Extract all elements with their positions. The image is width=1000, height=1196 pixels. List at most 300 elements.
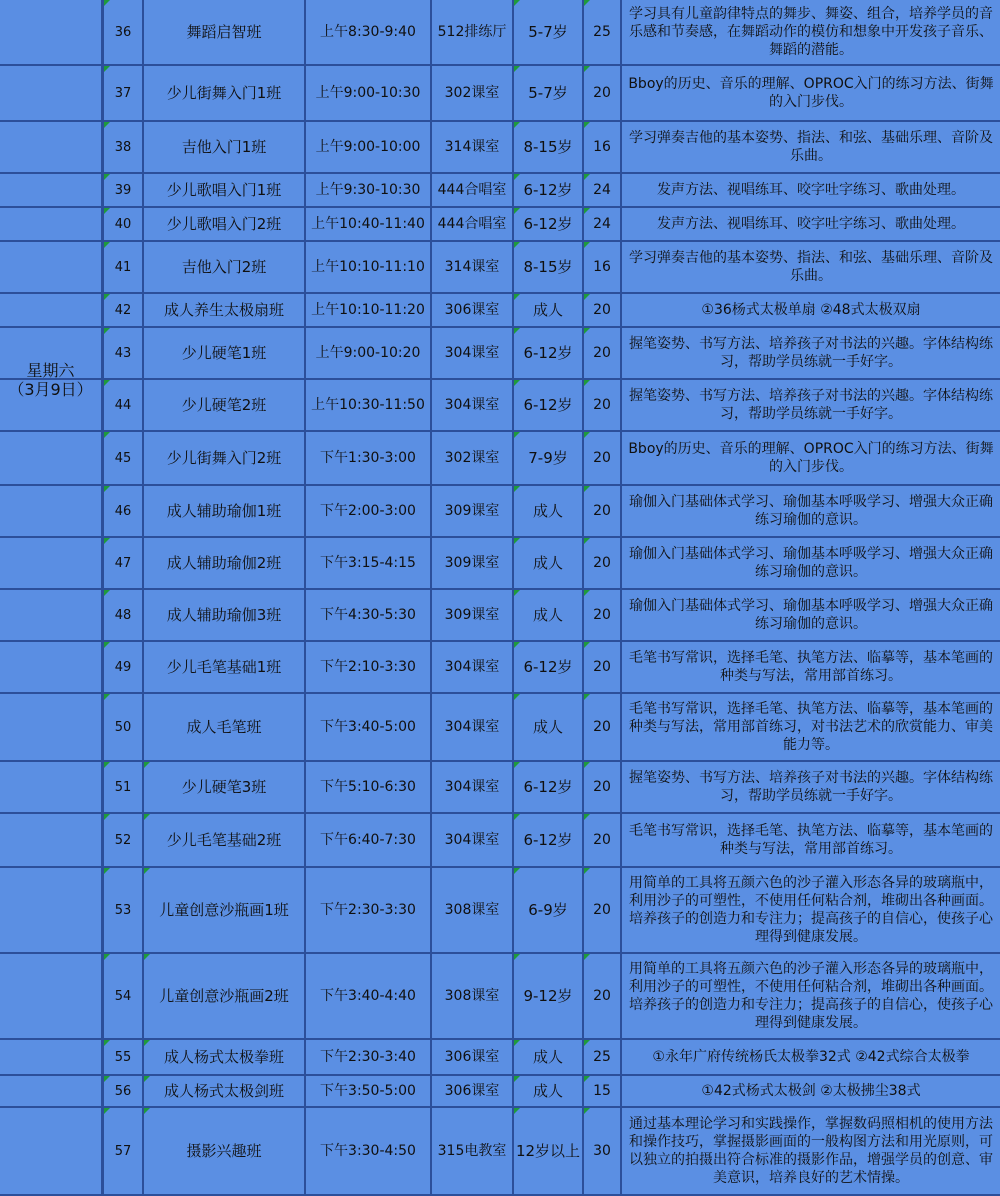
cell-marker	[584, 328, 590, 334]
course-number	[102, 954, 142, 1038]
course-name-text: 成人养生太极扇班	[163, 300, 284, 319]
course-age-text: 12岁以上	[515, 1141, 581, 1160]
course-room	[430, 486, 512, 536]
course-description-text: Bboy的历史、音乐的理解、OPROC入门的练习方法、街舞的入门步伐。	[628, 441, 994, 475]
cell-marker	[584, 294, 590, 300]
course-time	[304, 762, 430, 812]
course-time	[304, 328, 430, 378]
course-name	[142, 432, 304, 484]
course-number-text: 40	[114, 216, 132, 232]
course-room-text: 306课室	[444, 1048, 500, 1065]
course-room	[430, 762, 512, 812]
course-name-text: 成人辅助瑜伽3班	[166, 605, 282, 624]
course-capacity	[582, 66, 620, 120]
cell-marker	[514, 486, 520, 492]
course-time	[304, 380, 430, 430]
course-name-text: 少儿硬笔2班	[181, 395, 267, 414]
course-time	[304, 1108, 430, 1194]
course-description	[620, 486, 1000, 536]
course-name-text: 成人辅助瑜伽2班	[166, 553, 282, 572]
course-name-text: 少儿街舞入门1班	[166, 83, 282, 102]
course-time-text: 下午2:00-3:00	[320, 502, 416, 519]
course-number-text: 36	[114, 24, 132, 40]
course-capacity-text: 24	[593, 215, 611, 232]
course-description-text: 用简单的工具将五颜六色的沙子灌入形态各异的玻璃瓶中，利用沙子的可塑性，不使用任何粘合剂，堆砌出各种画面。培养孩子的创造力和专注力；提高孩子的自信心，使孩子心理得到健康发展。	[629, 875, 993, 945]
course-number-text: 54	[114, 988, 132, 1004]
course-capacity	[582, 0, 620, 64]
course-number-text: 50	[114, 719, 132, 735]
cell-marker	[514, 868, 520, 874]
course-age-text: 成人	[532, 717, 563, 736]
course-description	[620, 242, 1000, 292]
cell-marker	[584, 538, 590, 544]
course-room	[430, 380, 512, 430]
table-row	[0, 694, 1000, 762]
course-room-text: 314课室	[444, 258, 500, 275]
course-number	[102, 174, 142, 206]
course-description	[620, 0, 1000, 64]
course-room	[430, 694, 512, 760]
course-room-text: 308课室	[444, 901, 500, 918]
course-name	[142, 1076, 304, 1106]
cell-marker	[584, 432, 590, 438]
course-time-text: 下午5:10-6:30	[320, 778, 416, 795]
course-number-text: 38	[114, 139, 132, 155]
course-room	[430, 122, 512, 172]
day-label: 星期六	[26, 361, 75, 380]
course-number-text: 53	[114, 902, 132, 918]
cell-marker	[584, 174, 590, 180]
course-number-text: 48	[114, 607, 132, 623]
course-name-text: 成人杨式太极剑班	[163, 1081, 284, 1100]
course-description	[620, 814, 1000, 866]
course-description-text: ①36杨式太极单扇 ②48式太极双扇	[701, 302, 921, 318]
table-row	[0, 954, 1000, 1040]
cell-marker	[514, 432, 520, 438]
course-age-text: 7-9岁	[528, 448, 568, 467]
course-description	[620, 868, 1000, 952]
cell-marker	[104, 590, 110, 596]
course-name	[142, 174, 304, 206]
course-age	[512, 328, 582, 378]
cell-marker	[104, 380, 110, 386]
table-row	[0, 122, 1000, 174]
course-name	[142, 380, 304, 430]
course-room	[430, 432, 512, 484]
course-name	[142, 642, 304, 692]
course-time-text: 下午3:40-4:40	[320, 987, 416, 1004]
course-description-text: ①永年广府传统杨氏太极拳32式 ②42式综合太极拳	[652, 1049, 970, 1065]
course-number	[102, 380, 142, 430]
column-divider	[101, 0, 103, 1196]
course-capacity-text: 20	[593, 718, 611, 735]
course-time	[304, 954, 430, 1038]
table-row	[0, 486, 1000, 538]
course-description	[620, 294, 1000, 326]
course-time	[304, 1076, 430, 1106]
course-time-text: 上午9:00-10:30	[315, 84, 421, 101]
course-time	[304, 814, 430, 866]
course-time	[304, 432, 430, 484]
course-description	[620, 762, 1000, 812]
course-name-text: 少儿硬笔1班	[181, 343, 267, 362]
course-description	[620, 66, 1000, 120]
course-description	[620, 380, 1000, 430]
course-capacity	[582, 814, 620, 866]
course-number	[102, 242, 142, 292]
day-date: （3月9日）	[8, 380, 93, 399]
course-number-text: 46	[114, 503, 132, 519]
course-room	[430, 1108, 512, 1194]
course-name-text: 成人辅助瑜伽1班	[166, 501, 282, 520]
course-description-text: 握笔姿势、书写方法、培养孩子对书法的兴趣。字体结构练习，帮助学员练就一手好字。	[629, 388, 993, 422]
course-number	[102, 122, 142, 172]
course-name	[142, 328, 304, 378]
course-name-text: 摄影兴趣班	[186, 1141, 262, 1160]
cell-marker	[514, 174, 520, 180]
course-capacity	[582, 486, 620, 536]
course-time-text: 下午6:40-7:30	[320, 831, 416, 848]
course-room-text: 304课室	[444, 658, 500, 675]
course-time	[304, 294, 430, 326]
course-age-text: 6-9岁	[528, 900, 568, 919]
course-number	[102, 814, 142, 866]
course-age-text: 6-12岁	[523, 657, 573, 676]
course-age-text: 6-12岁	[523, 214, 573, 233]
course-number-text: 51	[114, 779, 132, 795]
course-capacity-text: 16	[593, 138, 611, 155]
cell-marker	[104, 242, 110, 248]
course-capacity-text: 20	[593, 831, 611, 848]
course-time-text: 下午3:30-4:50	[320, 1142, 416, 1159]
course-room-text: 306课室	[444, 1082, 500, 1099]
course-age	[512, 380, 582, 430]
cell-marker	[514, 328, 520, 334]
cell-marker	[514, 954, 520, 960]
course-age-text: 6-12岁	[523, 830, 573, 849]
course-room-text: 308课室	[444, 987, 500, 1004]
course-capacity-text: 20	[593, 449, 611, 466]
course-description	[620, 432, 1000, 484]
course-age-text: 6-12岁	[523, 343, 573, 362]
course-room-text: 302课室	[444, 449, 500, 466]
course-capacity-text: 30	[593, 1142, 611, 1159]
course-room-text: 309课室	[444, 502, 500, 519]
course-number-text: 42	[114, 302, 132, 318]
course-name-text: 儿童创意沙瓶画2班	[159, 986, 289, 1005]
course-number-text: 39	[114, 182, 132, 198]
table-row	[0, 208, 1000, 242]
cell-marker	[104, 122, 110, 128]
cell-marker	[514, 694, 520, 700]
cell-marker	[584, 868, 590, 874]
course-description-text: 瑜伽入门基础体式学习、瑜伽基本呼吸学习、增强大众正确练习瑜伽的意识。	[629, 546, 993, 580]
course-capacity-text: 20	[593, 778, 611, 795]
cell-marker	[514, 538, 520, 544]
cell-marker	[584, 762, 590, 768]
course-room	[430, 242, 512, 292]
cell-marker	[104, 174, 110, 180]
cell-marker	[104, 432, 110, 438]
course-age-text: 成人	[532, 1081, 563, 1100]
course-number	[102, 328, 142, 378]
cell-marker	[514, 762, 520, 768]
course-description	[620, 1076, 1000, 1106]
course-description	[620, 208, 1000, 240]
cell-marker	[514, 814, 520, 820]
course-description	[620, 1040, 1000, 1074]
course-time-text: 下午2:10-3:30	[320, 658, 416, 675]
cell-marker	[584, 242, 590, 248]
course-room-text: 306课室	[444, 301, 500, 318]
course-room	[430, 208, 512, 240]
course-name-text: 成人杨式太极拳班	[163, 1047, 284, 1066]
course-age	[512, 242, 582, 292]
cell-marker	[584, 0, 590, 6]
course-name	[142, 0, 304, 64]
course-time	[304, 868, 430, 952]
course-name	[142, 1040, 304, 1074]
table-row	[0, 174, 1000, 208]
course-age	[512, 432, 582, 484]
course-description	[620, 538, 1000, 588]
course-time-text: 上午10:10-11:10	[311, 258, 425, 275]
course-number	[102, 642, 142, 692]
cell-marker	[514, 294, 520, 300]
table-row	[0, 590, 1000, 642]
cell-marker	[514, 208, 520, 214]
course-capacity-text: 25	[593, 1048, 611, 1065]
course-capacity	[582, 380, 620, 430]
course-name	[142, 486, 304, 536]
course-description-text: 通过基本理论学习和实践操作，掌握数码照相机的使用方法和操作技巧，掌握摄影画面的一般构图方法和用光原则，可以独立的拍摄出符合标准的摄影作品，增强学员的创意、审美意识，培养良好的艺术情操。	[629, 1116, 993, 1186]
course-age-text: 8-15岁	[523, 257, 573, 276]
course-time-text: 上午10:10-11:20	[311, 301, 425, 318]
course-age	[512, 590, 582, 640]
course-time	[304, 694, 430, 760]
course-number	[102, 868, 142, 952]
course-time	[304, 590, 430, 640]
course-age	[512, 0, 582, 64]
course-capacity	[582, 328, 620, 378]
table-row	[0, 642, 1000, 694]
course-name	[142, 66, 304, 120]
course-capacity	[582, 1076, 620, 1106]
course-time	[304, 174, 430, 206]
cell-marker	[584, 66, 590, 72]
course-number	[102, 432, 142, 484]
course-description	[620, 642, 1000, 692]
course-room-text: 309课室	[444, 606, 500, 623]
course-time-text: 上午9:00-10:20	[315, 344, 421, 361]
course-name-text: 吉他入门2班	[181, 257, 267, 276]
cell-marker	[584, 122, 590, 128]
table-row	[0, 814, 1000, 868]
course-description-text: 握笔姿势、书写方法、培养孩子对书法的兴趣。字体结构练习，帮助学员练就一手好字。	[629, 336, 993, 370]
course-number	[102, 294, 142, 326]
course-room-text: 304课室	[444, 831, 500, 848]
course-description-text: 学习具有儿童韵律特点的舞步、舞姿、组合，培养学员的音乐感和节奏感，在舞蹈动作的模仿和想象中开发孩子音乐、舞蹈的潜能。	[629, 6, 993, 58]
course-age-text: 8-15岁	[523, 137, 573, 156]
course-capacity	[582, 432, 620, 484]
course-capacity	[582, 174, 620, 206]
course-name-text: 成人毛笔班	[186, 717, 262, 736]
course-description	[620, 1108, 1000, 1194]
course-capacity-text: 24	[593, 181, 611, 198]
course-name-text: 少儿硬笔3班	[181, 777, 267, 796]
course-age	[512, 294, 582, 326]
course-room	[430, 66, 512, 120]
cell-marker	[104, 294, 110, 300]
course-number-text: 57	[114, 1143, 132, 1159]
course-number-text: 43	[114, 345, 132, 361]
course-time	[304, 208, 430, 240]
course-description-text: 发声方法、视唱练耳、咬字吐字练习、歌曲处理。	[657, 182, 965, 198]
cell-marker	[584, 486, 590, 492]
course-description	[620, 122, 1000, 172]
course-age	[512, 1040, 582, 1074]
cell-marker	[514, 590, 520, 596]
course-number	[102, 486, 142, 536]
course-name	[142, 242, 304, 292]
course-age-text: 成人	[532, 300, 563, 319]
table-row	[0, 1076, 1000, 1108]
course-room-text: 304课室	[444, 718, 500, 735]
course-room	[430, 294, 512, 326]
course-name	[142, 694, 304, 760]
cell-marker	[584, 380, 590, 386]
cell-marker	[514, 642, 520, 648]
course-number-text: 41	[114, 259, 132, 275]
course-capacity	[582, 954, 620, 1038]
table-row	[0, 380, 1000, 432]
course-capacity-text: 20	[593, 606, 611, 623]
course-age	[512, 538, 582, 588]
course-time-text: 上午8:30-9:40	[320, 23, 416, 40]
course-number	[102, 1040, 142, 1074]
course-capacity-text: 16	[593, 258, 611, 275]
course-capacity-text: 20	[593, 987, 611, 1004]
course-name	[142, 762, 304, 812]
course-time	[304, 122, 430, 172]
course-time-text: 下午2:30-3:40	[320, 1048, 416, 1065]
course-room-text: 304课室	[444, 396, 500, 413]
table-row	[0, 1108, 1000, 1196]
course-number	[102, 590, 142, 640]
cell-marker	[584, 1040, 590, 1046]
course-name-text: 儿童创意沙瓶画1班	[159, 900, 289, 919]
cell-marker	[584, 1076, 590, 1082]
course-description-text: 握笔姿势、书写方法、培养孩子对书法的兴趣。字体结构练习，帮助学员练就一手好字。	[629, 770, 993, 804]
course-name	[142, 954, 304, 1038]
course-description	[620, 174, 1000, 206]
course-capacity-text: 20	[593, 301, 611, 318]
course-age-text: 成人	[532, 605, 563, 624]
course-time	[304, 1040, 430, 1074]
course-number	[102, 1108, 142, 1194]
course-capacity	[582, 122, 620, 172]
table-row	[0, 538, 1000, 590]
cell-marker	[104, 208, 110, 214]
cell-marker	[104, 538, 110, 544]
course-name-text: 少儿街舞入门2班	[166, 448, 282, 467]
course-name	[142, 538, 304, 588]
cell-marker	[104, 328, 110, 334]
cell-marker	[144, 954, 150, 960]
table-row	[0, 0, 1000, 66]
course-number-text: 47	[114, 555, 132, 571]
course-capacity	[582, 1040, 620, 1074]
table-row	[0, 432, 1000, 486]
course-age	[512, 694, 582, 760]
cell-marker	[514, 242, 520, 248]
course-capacity-text: 15	[593, 1082, 611, 1099]
course-room	[430, 954, 512, 1038]
cell-marker	[514, 1108, 520, 1114]
course-description-text: ①42式杨式太极剑 ②太极拂尘38式	[701, 1083, 921, 1099]
course-capacity	[582, 538, 620, 588]
course-room-text: 309课室	[444, 554, 500, 571]
course-capacity	[582, 694, 620, 760]
course-description	[620, 694, 1000, 760]
course-name-text: 少儿歌唱入门1班	[166, 180, 282, 199]
course-age	[512, 868, 582, 952]
course-room	[430, 1076, 512, 1106]
course-age-text: 5-7岁	[528, 22, 568, 41]
cell-marker	[514, 122, 520, 128]
course-name-text: 少儿毛笔基础2班	[166, 830, 282, 849]
cell-marker	[514, 1040, 520, 1046]
table-row	[0, 762, 1000, 814]
course-capacity-text: 20	[593, 554, 611, 571]
course-room-text: 444合唱室	[437, 181, 507, 198]
course-time-text: 下午2:30-3:30	[320, 901, 416, 918]
cell-marker	[514, 380, 520, 386]
course-capacity-text: 20	[593, 502, 611, 519]
course-description-text: 学习弹奏吉他的基本姿势、指法、和弦、基础乐理、音阶及乐曲。	[629, 130, 993, 164]
course-time-text: 下午4:30-5:30	[320, 606, 416, 623]
cell-marker	[104, 1040, 110, 1046]
cell-marker	[104, 0, 110, 6]
cell-marker	[104, 642, 110, 648]
course-name-text: 舞蹈启智班	[186, 22, 262, 41]
course-number	[102, 694, 142, 760]
course-capacity	[582, 208, 620, 240]
course-time-text: 下午3:15-4:15	[320, 554, 416, 571]
course-description	[620, 954, 1000, 1038]
cell-marker	[514, 66, 520, 72]
course-time	[304, 486, 430, 536]
course-number-text: 49	[114, 659, 132, 675]
course-room	[430, 590, 512, 640]
course-age-text: 6-12岁	[523, 777, 573, 796]
course-age-text: 成人	[532, 553, 563, 572]
course-capacity	[582, 590, 620, 640]
course-name	[142, 1108, 304, 1194]
course-age	[512, 122, 582, 172]
course-number-text: 52	[114, 832, 132, 848]
course-number-text: 44	[114, 397, 132, 413]
course-number-text: 55	[114, 1049, 132, 1065]
course-age-text: 成人	[532, 1047, 563, 1066]
course-age	[512, 1108, 582, 1194]
course-number-text: 45	[114, 450, 132, 466]
course-capacity-text: 20	[593, 901, 611, 918]
course-capacity-text: 20	[593, 658, 611, 675]
course-age	[512, 1076, 582, 1106]
course-name	[142, 294, 304, 326]
course-room-text: 304课室	[444, 778, 500, 795]
